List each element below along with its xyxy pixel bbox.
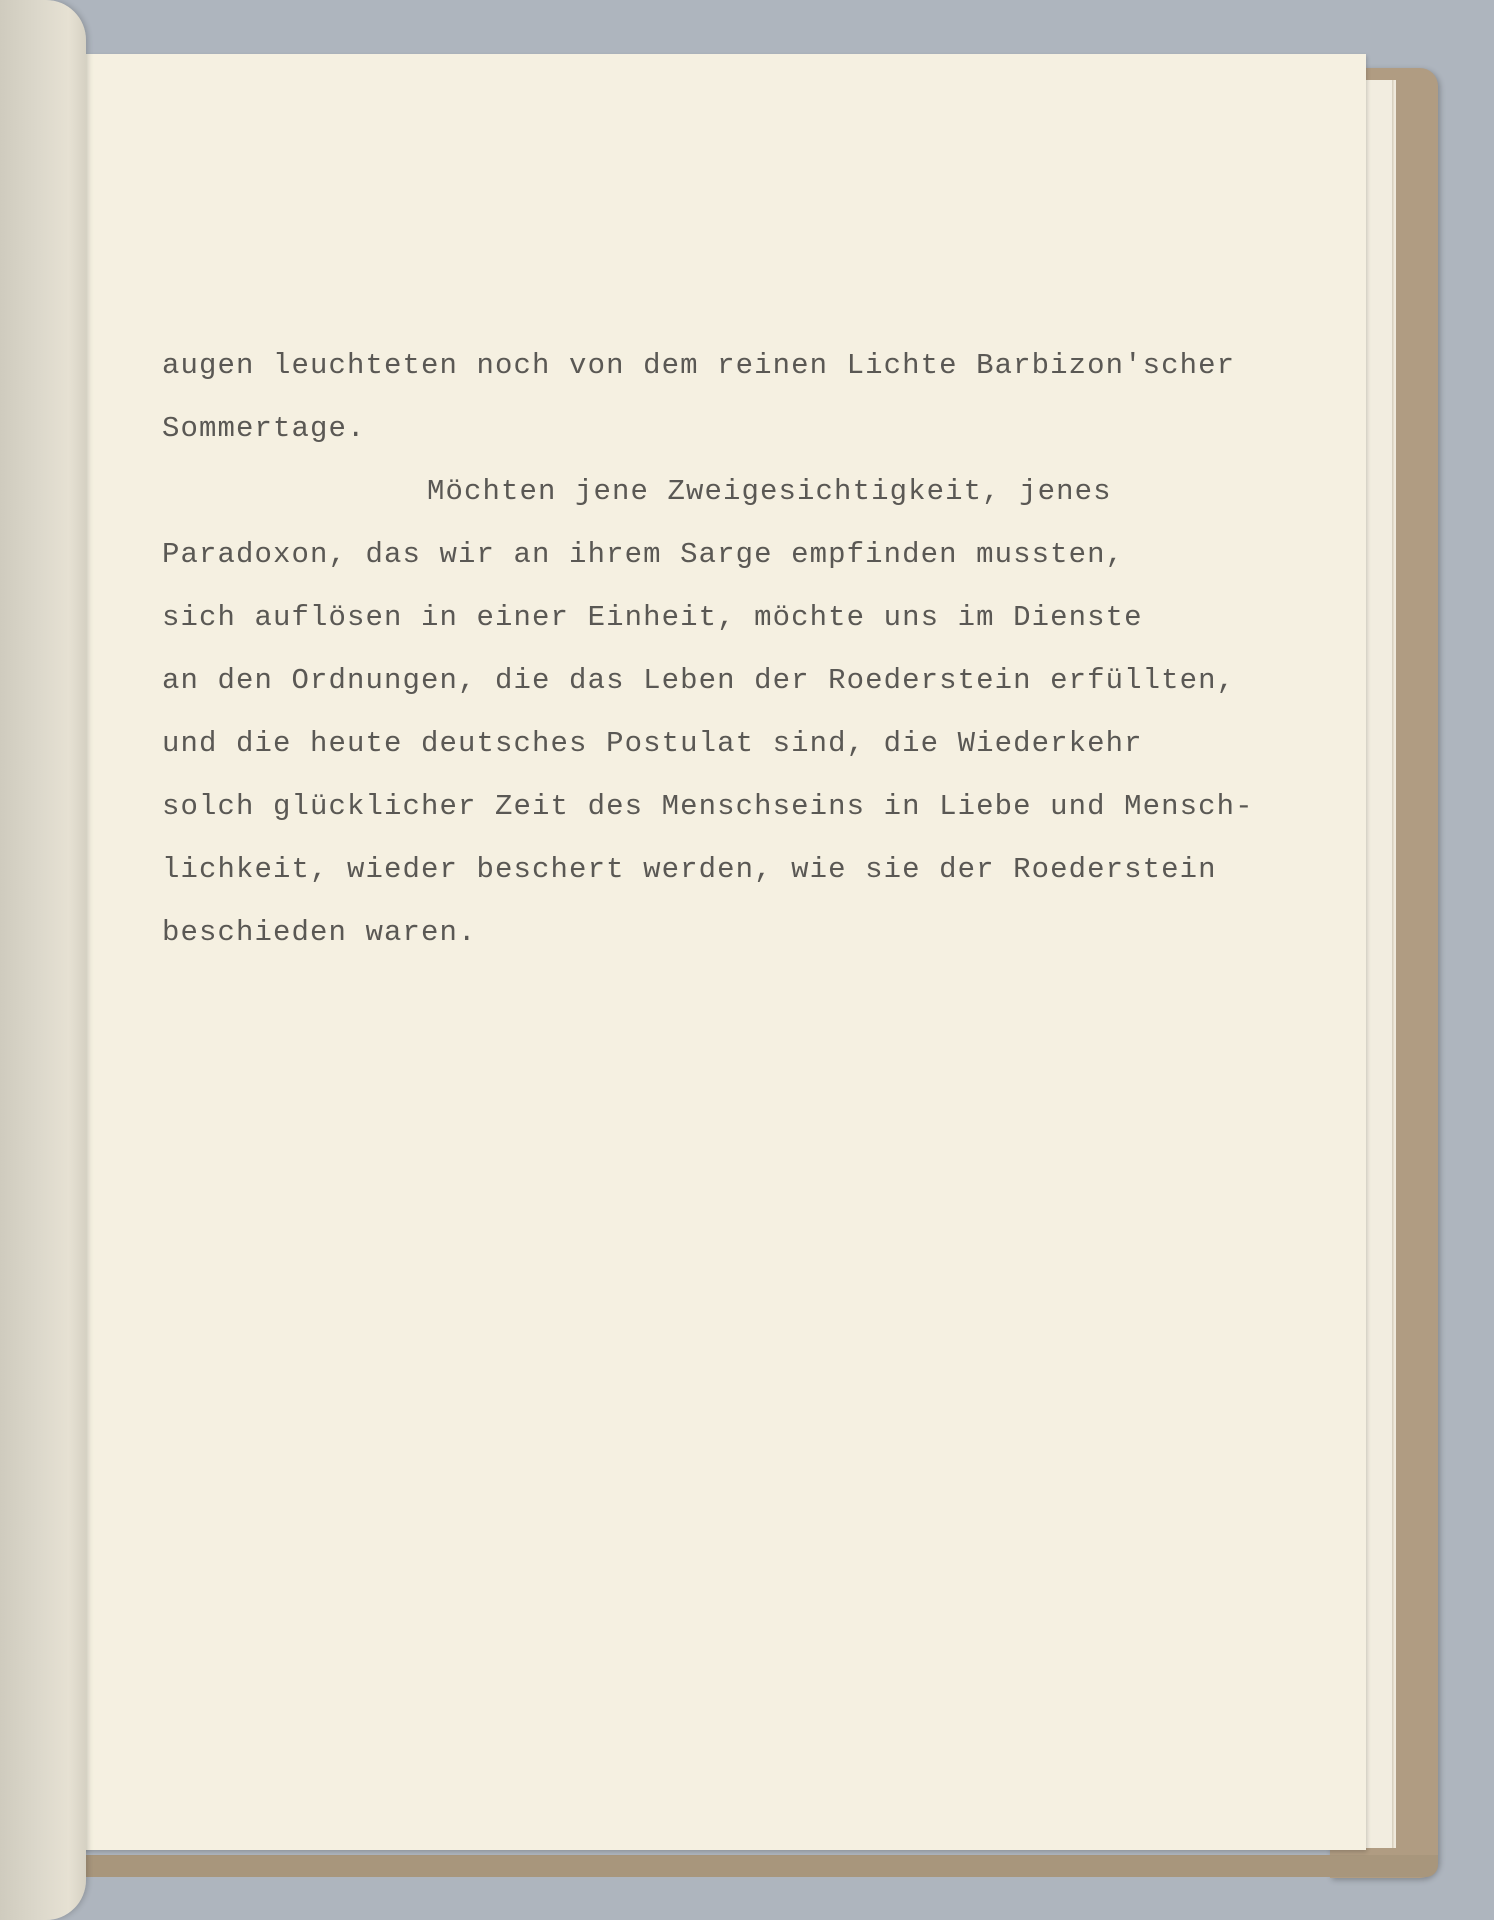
left-page-curl [0, 0, 86, 1920]
text-line-8: solch glücklicher Zeit des Menschseins in Liebe und Mensch- [162, 790, 1254, 823]
text-line-5: sich auflösen in einer Einheit, möchte uns im Dienste [162, 601, 1143, 634]
text-line-6: an den Ordnungen, die das Leben der Roederstein erfüllten, [162, 664, 1236, 697]
text-line-9: lichkeit, wieder beschert werden, wie sie der Roederstein [162, 853, 1217, 886]
text-line-7: und die heute deutsches Postulat sind, die Wiederkehr [162, 727, 1143, 760]
text-line-2: Sommertage. [162, 412, 366, 445]
text-line-1: augen leuchteten noch von dem reinen Lichte Barbizon'scher [162, 349, 1236, 382]
text-line-10: beschieden waren. [162, 916, 477, 949]
book-cover-bottom-edge [70, 1855, 1438, 1877]
text-line-3-paragraph-start: Möchten jene Zweigesichtigkeit, jenes [427, 475, 1112, 508]
text-line-4: Paradoxon, das wir an ihrem Sarge empfinden mussten, [162, 538, 1125, 571]
typewritten-text [162, 334, 1312, 964]
